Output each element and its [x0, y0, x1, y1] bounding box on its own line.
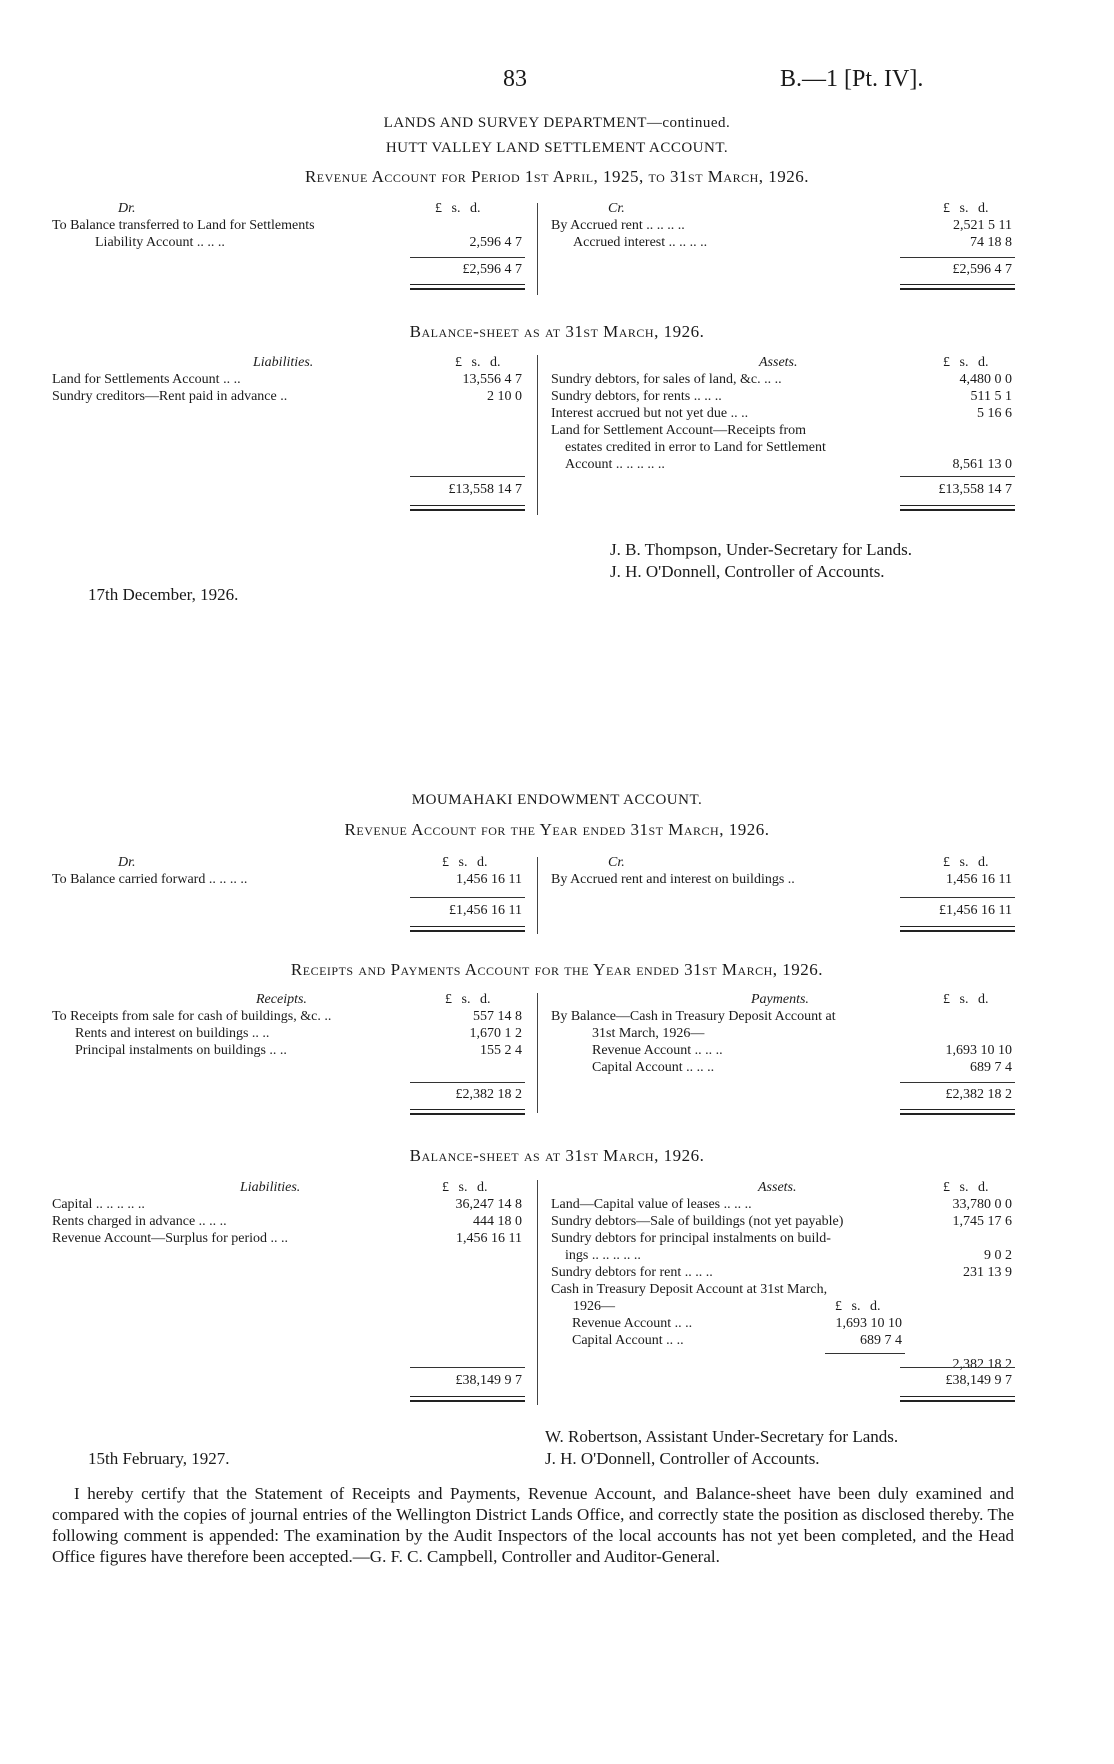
page-reference: B.—1 [Pt. IV]. [780, 66, 924, 92]
hutt-signature-2: J. H. O'Donnell, Controller of Accounts. [610, 562, 885, 581]
hutt-dr-line1: To Balance transferred to Land for Settlements [52, 218, 315, 233]
hutt-balance-divider [537, 355, 538, 515]
mou-dr-amount: 1,456 16 11 [456, 872, 522, 887]
mou-cash-item-1: Revenue Account .. .. [572, 1316, 693, 1331]
mou-asset-3-line1: Sundry debtors for principal instalments on build- [551, 1231, 831, 1246]
mou-asset-3-line2: ings .. .. .. .. .. [565, 1248, 641, 1263]
mou-cash-line1: Cash in Treasury Deposit Account at 31st March, [551, 1282, 828, 1297]
mou-assets-money-head: £ s. d. [943, 1180, 989, 1195]
hutt-cr-item-2-amount: 74 18 8 [970, 235, 1012, 250]
mou-cash-item-2: Capital Account .. .. [572, 1333, 684, 1348]
mou-receipt-1-amount: 557 14 8 [473, 1009, 522, 1024]
mou-asset-2: Sundry debtors—Sale of buildings (not yet payable) [551, 1214, 844, 1229]
mou-cash-line2: 1926— [573, 1299, 615, 1314]
mou-receipt-2: Rents and interest on buildings .. .. [75, 1026, 270, 1041]
mou-receipt-2-amount: 1,670 1 2 [469, 1026, 522, 1041]
mou-cash-total: 2,382 18 2 [952, 1357, 1012, 1372]
hutt-asset-4-line1: Land for Settlement Account—Receipts from [551, 423, 807, 438]
hutt-cr-total: £2,596 4 7 [952, 262, 1012, 277]
mou-pay-item-2-amount: 689 7 4 [970, 1060, 1012, 1075]
mou-assets-label: Assets. [758, 1180, 797, 1195]
hutt-liab-total: £13,558 14 7 [448, 482, 522, 497]
hutt-balance-title: Balance-sheet as at 31st March, 1926. [409, 322, 705, 341]
mou-dr-money-head: £ s. d. [442, 855, 488, 870]
mou-receipts-total: £2,382 18 2 [455, 1087, 522, 1102]
mou-liab-total: £38,149 9 7 [455, 1373, 522, 1388]
hutt-asset-2-amount: 511 5 1 [970, 389, 1012, 404]
mou-asset-1: Land—Capital value of leases .. .. .. [551, 1197, 752, 1212]
mou-cr-line: By Accrued rent and interest on buildings .. [551, 872, 795, 887]
mou-date: 15th February, 1927. [88, 1449, 230, 1468]
mou-asset-2-amount: 1,745 17 6 [952, 1214, 1012, 1229]
mou-receipt-3: Principal instalments on buildings .. .. [75, 1043, 287, 1058]
mou-cr-label: Cr. [608, 855, 625, 870]
mou-assets-total: £38,149 9 7 [945, 1373, 1012, 1388]
hutt-asset-1-amount: 4,480 0 0 [959, 372, 1012, 387]
mou-cash-money-head: £ s. d. [835, 1299, 881, 1314]
mou-liab-3: Revenue Account—Surplus for period .. .. [52, 1231, 289, 1246]
hutt-cr-item-1: By Accrued rent .. .. .. .. [551, 218, 685, 233]
mou-asset-4: Sundry debtors for rent .. .. .. [551, 1265, 713, 1280]
department-heading: LANDS AND SURVEY DEPARTMENT—continued. [383, 115, 731, 131]
mou-signature-2: J. H. O'Donnell, Controller of Accounts. [545, 1449, 820, 1468]
hutt-assets-money-head: £ s. d. [943, 355, 989, 370]
mou-balance-divider [537, 1180, 538, 1405]
hutt-asset-4-line3: Account .. .. .. .. .. [565, 457, 665, 472]
hutt-asset-3: Interest accrued but not yet due .. .. [551, 406, 749, 421]
hutt-cr-label: Cr. [608, 201, 625, 216]
mou-liab-2: Rents charged in advance .. .. .. [52, 1214, 227, 1229]
mou-liabilities-label: Liabilities. [240, 1180, 301, 1195]
hutt-liabilities-label: Liabilities. [253, 355, 314, 370]
hutt-dr-amount: 2,596 4 7 [469, 235, 522, 250]
mou-cash-item-1-amount: 1,693 10 10 [835, 1316, 902, 1331]
hutt-asset-4-line2: estates credited in error to Land for Settlement [565, 440, 826, 455]
hutt-dr-line2: Liability Account .. .. .. [95, 235, 225, 250]
hutt-date: 17th December, 1926. [88, 585, 239, 604]
hutt-cr-item-2: Accrued interest .. .. .. .. [573, 235, 708, 250]
mou-dr-label: Dr. [118, 855, 136, 870]
mou-pay-line2: 31st March, 1926— [592, 1026, 705, 1041]
hutt-cr-money-head: £ s. d. [943, 201, 989, 216]
mou-pay-item-1: Revenue Account .. .. .. [592, 1043, 723, 1058]
hutt-account-title: HUTT VALLEY LAND SETTLEMENT ACCOUNT. [385, 140, 729, 156]
mou-pay-money-head: £ s. d. [943, 992, 989, 1007]
hutt-asset-2: Sundry debtors, for rents .. .. .. [551, 389, 722, 404]
hutt-assets-total: £13,558 14 7 [938, 482, 1012, 497]
mou-pay-item-2: Capital Account .. .. .. [592, 1060, 715, 1075]
hutt-asset-4-amount: 8,561 13 0 [952, 457, 1012, 472]
mou-cr-amount: 1,456 16 11 [946, 872, 1012, 887]
mou-cr-money-head: £ s. d. [943, 855, 989, 870]
mou-receipt-1: To Receipts from sale for cash of buildings, &c. .. [52, 1009, 332, 1024]
hutt-asset-3-amount: 5 16 6 [977, 406, 1012, 421]
mou-signature-1: W. Robertson, Assistant Under-Secretary for Lands. [545, 1427, 899, 1446]
mou-liab-1-amount: 36,247 14 8 [455, 1197, 522, 1212]
mou-dr-line: To Balance carried forward .. .. .. .. [52, 872, 248, 887]
mou-dr-total: £1,456 16 11 [449, 903, 522, 918]
hutt-revenue-title: Revenue Account for Period 1st April, 1925, to 31st March, 1926. [304, 167, 810, 186]
mou-receipts-label: Receipts. [256, 992, 307, 1007]
hutt-liab-money-head: £ s. d. [455, 355, 501, 370]
mou-revenue-title: Revenue Account for the Year ended 31st March, 1926. [344, 820, 770, 839]
mou-liab-1: Capital .. .. .. .. .. [52, 1197, 145, 1212]
mou-balance-title: Balance-sheet as at 31st March, 1926. [409, 1146, 705, 1165]
mou-rec-money-head: £ s. d. [445, 992, 491, 1007]
hutt-liab-2: Sundry creditors—Rent paid in advance .. [52, 389, 288, 404]
mou-cr-total: £1,456 16 11 [939, 903, 1012, 918]
mou-asset-3-amount: 9 0 2 [984, 1248, 1012, 1263]
mou-pay-line1: By Balance—Cash in Treasury Deposit Account at [551, 1009, 836, 1024]
hutt-liab-2-amount: 2 10 0 [487, 389, 522, 404]
hutt-cr-item-1-amount: 2,521 5 11 [953, 218, 1012, 233]
mou-pay-item-1-amount: 1,693 10 10 [945, 1043, 1012, 1058]
mou-asset-4-amount: 231 13 9 [963, 1265, 1012, 1280]
mou-account-title: MOUMAHAKI ENDOWMENT ACCOUNT. [411, 792, 703, 808]
mou-revenue-divider [537, 857, 538, 934]
page-number: 83 [503, 66, 527, 92]
hutt-revenue-divider [537, 203, 538, 295]
hutt-dr-total: £2,596 4 7 [462, 262, 522, 277]
mou-cash-item-2-amount: 689 7 4 [860, 1333, 902, 1348]
hutt-liab-1-amount: 13,556 4 7 [462, 372, 522, 387]
mou-receipts-divider [537, 993, 538, 1113]
hutt-liab-1: Land for Settlements Account .. .. [52, 372, 241, 387]
mou-asset-1-amount: 33,780 0 0 [952, 1197, 1012, 1212]
hutt-signature-1: J. B. Thompson, Under-Secretary for Lands. [610, 540, 912, 559]
hutt-dr-money-head: £ s. d. [435, 201, 481, 216]
mou-liab-money-head: £ s. d. [442, 1180, 488, 1195]
hutt-assets-label: Assets. [759, 355, 798, 370]
auditor-certificate: I hereby certify that the Statement of Receipts and Payments, Revenue Account, and Balance-sheet have been duly examined and compared with the copies of journal entries of the Wellington District Lands Office, and correctly state the position as disclosed thereby. The following comment is appended: The examination by the Audit Inspectors of the local accounts has not yet been completed, and the Head Office figures have therefore been accepted.—G. F. C. Campbell, Controller and Auditor-General. [52, 1484, 1014, 1566]
mou-liab-3-amount: 1,456 16 11 [456, 1231, 522, 1246]
hutt-asset-1: Sundry debtors, for sales of land, &c. .. .. [551, 372, 782, 387]
mou-payments-total: £2,382 18 2 [945, 1087, 1012, 1102]
mou-receipts-title: Receipts and Payments Account for the Year ended 31st March, 1926. [290, 960, 824, 979]
mou-liab-2-amount: 444 18 0 [473, 1214, 522, 1229]
mou-receipt-3-amount: 155 2 4 [480, 1043, 522, 1058]
hutt-dr-label: Dr. [118, 201, 136, 216]
mou-payments-label: Payments. [751, 992, 809, 1007]
